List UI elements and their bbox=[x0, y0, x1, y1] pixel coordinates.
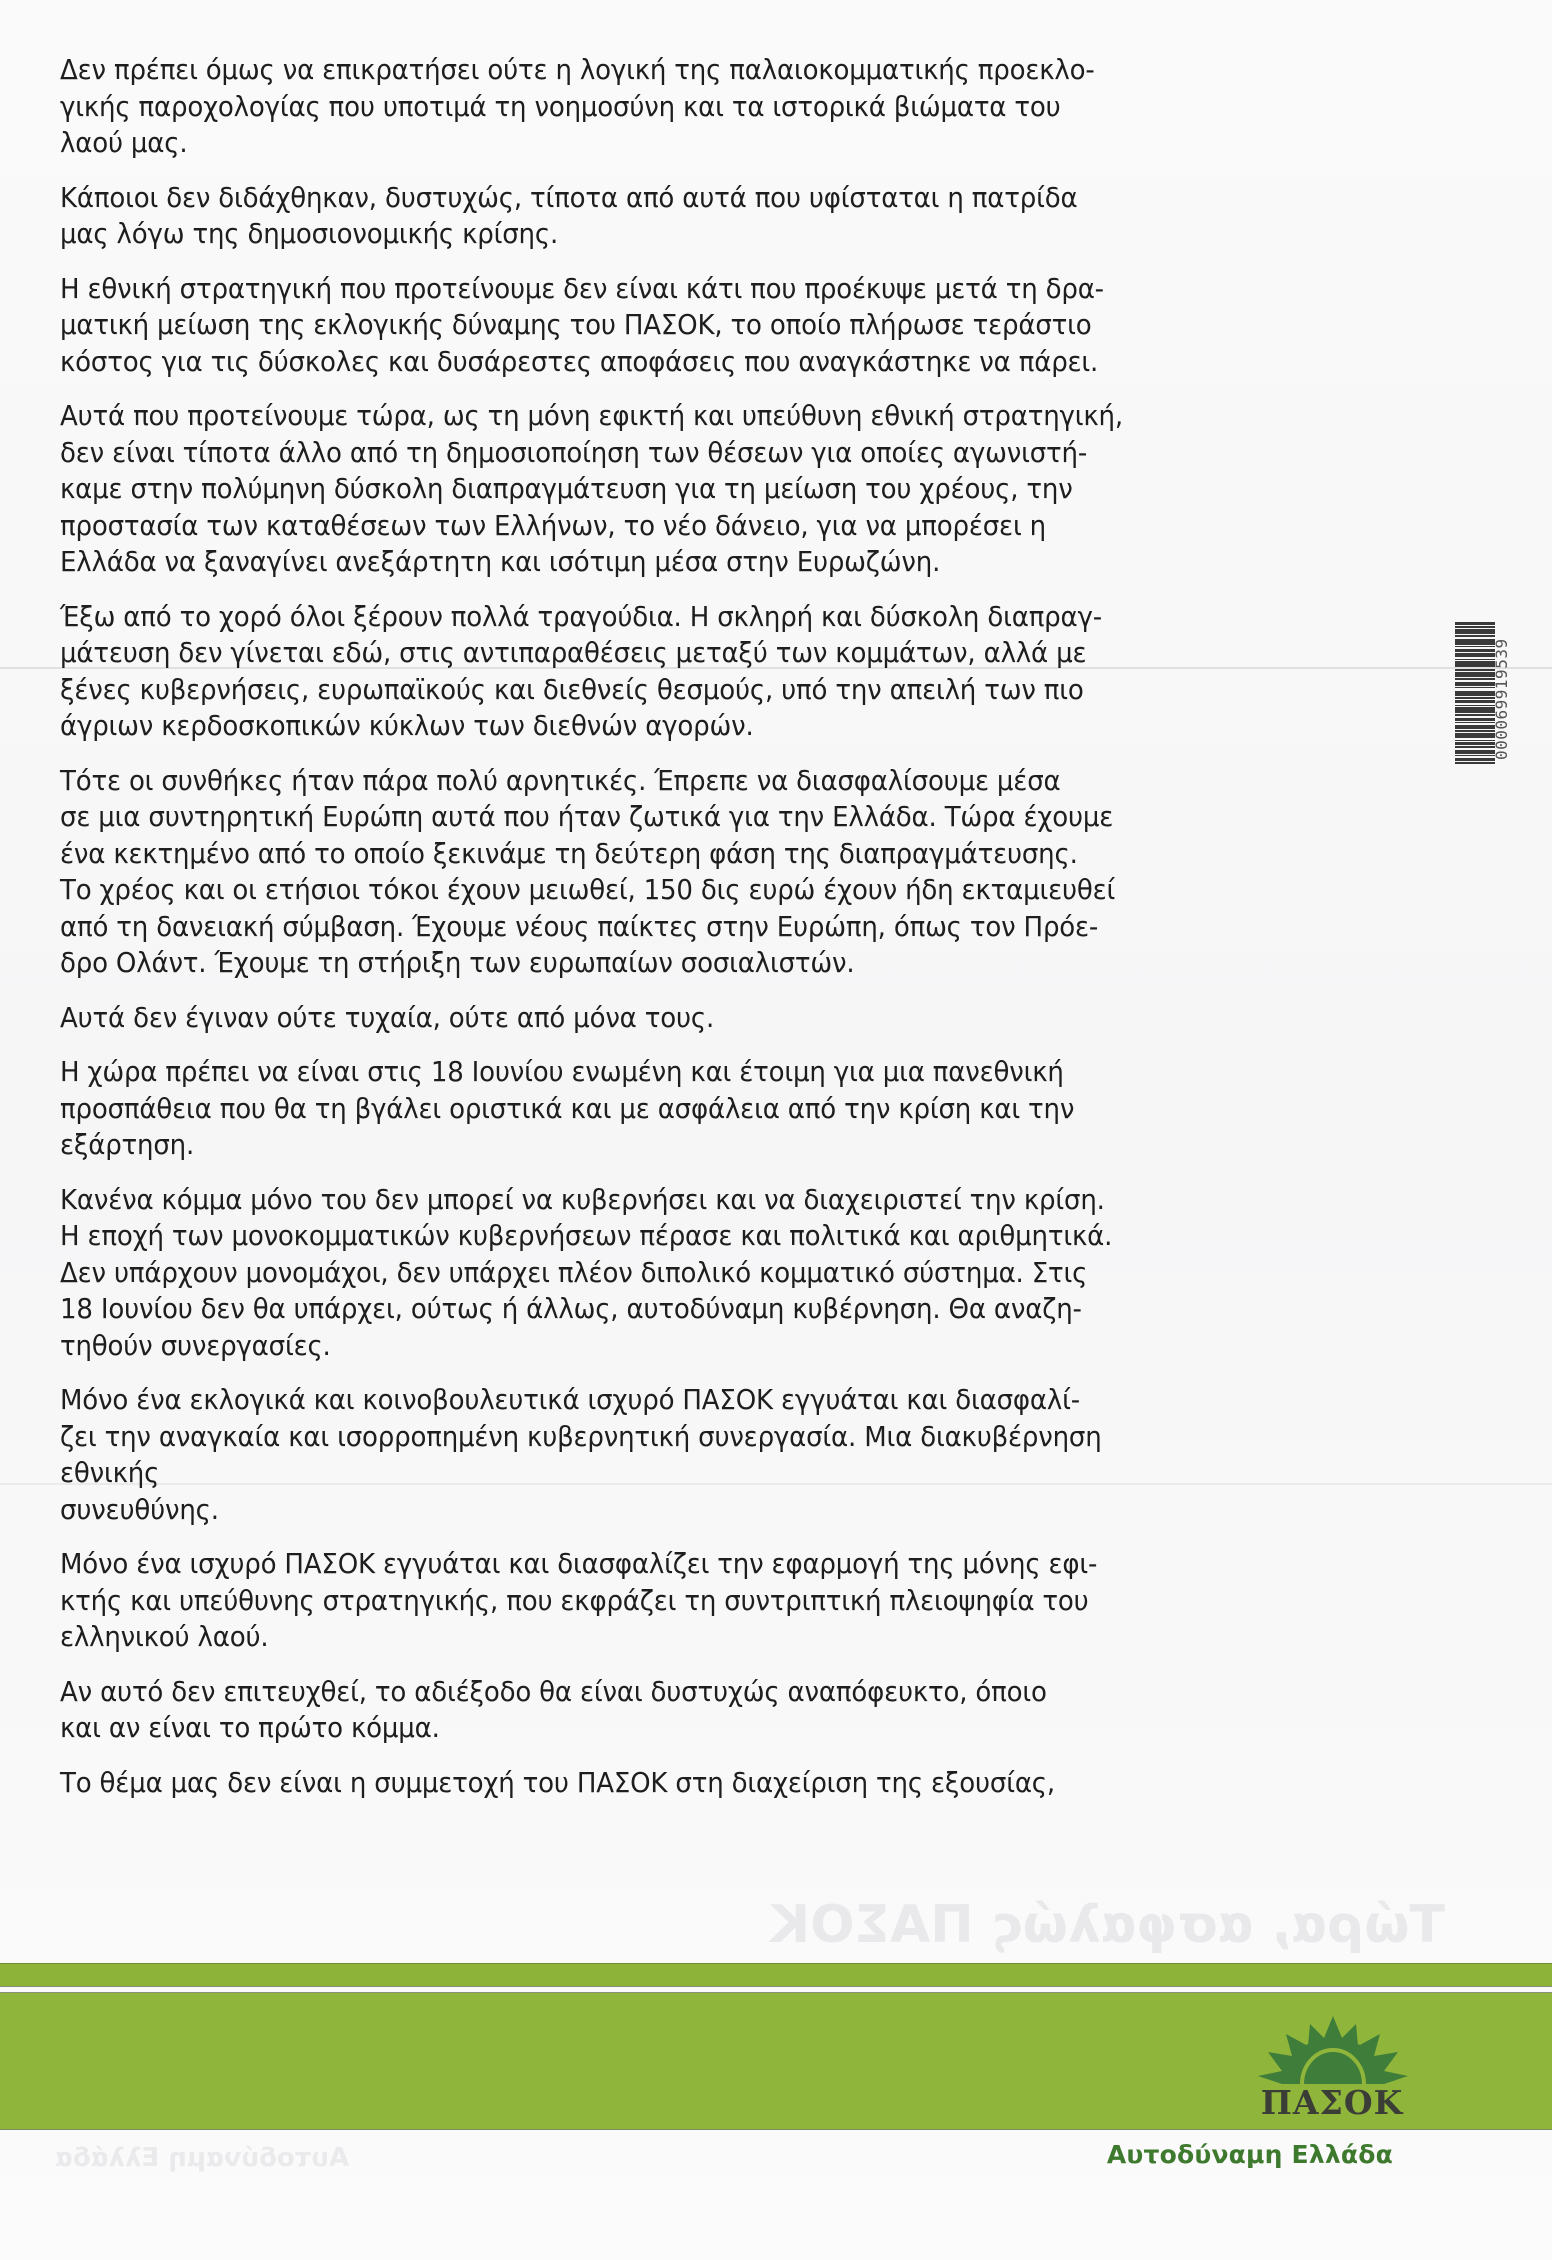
barcode-bar bbox=[1455, 733, 1495, 738]
pasok-wordmark: ΠΑΣΟΚ bbox=[1260, 2083, 1404, 2122]
paragraph bbox=[60, 180, 1450, 253]
barcode-bar bbox=[1455, 755, 1495, 756]
barcode-bar bbox=[1455, 678, 1495, 680]
barcode-bar bbox=[1455, 646, 1495, 647]
paragraph bbox=[60, 1182, 1450, 1365]
text-line: από τη δανειακή σύμβαση. Έχουμε νέους παίκτες στην Ευρώπη, όπως τον Πρόε- bbox=[60, 909, 1099, 943]
paragraph bbox=[60, 52, 1450, 162]
barcode-bar bbox=[1455, 750, 1495, 754]
text-line: προσπάθεια που θα τη βγάλει οριστικά και με ασφάλεια από την κρίση και την bbox=[60, 1091, 1075, 1125]
paragraph bbox=[60, 763, 1450, 982]
barcode-bar bbox=[1455, 700, 1495, 703]
text-line: εθνικής bbox=[60, 1456, 160, 1489]
text-line: καμε στην πολύμηνη δύσκολη διαπραγμάτευση για τη μείωση του χρέους, την bbox=[60, 472, 1073, 505]
text-line: κόστος για τις δύσκολες και δυσάρεστες αποφάσεις που αναγκάστηκε να πάρει. bbox=[60, 344, 1099, 378]
text-line: Μόνο ένα ισχυρό ΠΑΣΟΚ εγγυάται και διασφαλίζει την εφαρμογή της μόνης εφι- bbox=[60, 1547, 1098, 1580]
paragraph bbox=[60, 271, 1450, 381]
text-line: μάτευση δεν γίνεται εδώ, στις αντιπαραθέσεις μεταξύ των κομμάτων, αλλά με bbox=[60, 636, 1087, 669]
text-line: 18 Ιουνίου δεν θα υπάρχει, ούτως ή άλλως, αυτοδύναμη κυβέρνηση. Θα αναζη- bbox=[60, 1292, 1082, 1325]
barcode-bar bbox=[1455, 629, 1495, 634]
text-line: συνευθύνης. bbox=[60, 1492, 219, 1526]
text-line: άγριων κερδοσκοπικών κύκλων των διεθνών αγορών. bbox=[60, 709, 754, 742]
barcode-bar bbox=[1455, 691, 1495, 696]
text-line: ξένες κυβερνήσεις, ευρωπαϊκούς και διεθνείς θεσμούς, υπό την απειλή των πιο bbox=[60, 672, 1084, 706]
barcode-bar bbox=[1455, 635, 1495, 637]
barcode-bar bbox=[1455, 746, 1495, 748]
text-line: Αυτά που προτείνουμε τώρα, ως τη μόνη εφικτή και υπεύθυνη εθνική στρατηγική, bbox=[60, 399, 1123, 432]
barcode-bar bbox=[1455, 758, 1495, 761]
text-line: ματική μείωση της εκλογικής δύναμης του ΠΑΣΟΚ, το οποίο πλήρωσε τεράστιο bbox=[60, 308, 1092, 341]
text-line: λαού μας. bbox=[60, 126, 188, 159]
text-line: και αν είναι το πρώτο κόμμα. bbox=[60, 1711, 440, 1744]
text-line: Τότε οι συνθήκες ήταν πάρα πολύ αρνητικές. Έπρεπε να διασφαλίσουμε μέσα bbox=[60, 763, 1061, 797]
paragraph bbox=[60, 1382, 1450, 1528]
barcode-bar bbox=[1455, 730, 1495, 732]
barcode-bar bbox=[1455, 718, 1495, 721]
text-line: Αυτά δεν έγιναν ούτε τυχαία, ούτε από μόνα τους. bbox=[60, 1000, 715, 1034]
text-line: Ελλάδα να ξαναγίνει ανεξάρτητη και ισότιμη μέσα στην Ευρωζώνη. bbox=[60, 545, 941, 578]
tagline: Αυτοδύναμη Ελλάδα bbox=[1106, 2140, 1393, 2169]
text-line: Η εθνική στρατηγική που προτείνουμε δεν είναι κάτι που προέκυψε μετά τη δρα- bbox=[60, 271, 1104, 305]
barcode-bar bbox=[1455, 639, 1495, 645]
barcode-bar bbox=[1455, 669, 1495, 671]
barcode-bar bbox=[1455, 742, 1495, 745]
barcode-bar bbox=[1455, 725, 1495, 729]
barcode-bar bbox=[1455, 682, 1495, 686]
text-line: ζει την αναγκαία και ισορροπημένη κυβερνητική συνεργασία. Μια διακυβέρνηση bbox=[60, 1419, 1102, 1453]
paragraph bbox=[60, 1000, 1450, 1037]
barcode-bar bbox=[1455, 705, 1495, 706]
text-line: γικής παροχολογίας που υποτιμά τη νοημοσύνη και τα ιστορικά βιώματα του bbox=[60, 89, 1061, 123]
barcode-bar bbox=[1455, 622, 1495, 625]
text-line: προστασία των καταθέσεων των Ελλήνων, το νέο δάνειο, για να μπορέσει η bbox=[60, 508, 1046, 542]
barcode-bar bbox=[1455, 714, 1495, 716]
paragraph bbox=[60, 1674, 1450, 1747]
barcode-bar bbox=[1455, 697, 1495, 699]
text-line: Το θέμα μας δεν είναι η συμμετοχή του ΠΑΣΟΚ στη διαχείριση της εξουσίας, bbox=[60, 1765, 1055, 1799]
barcode-bar bbox=[1455, 672, 1495, 677]
barcode-bar bbox=[1455, 707, 1495, 713]
text-line: Δεν υπάρχουν μονομάχοι, δεν υπάρχει πλέον διπολικό κομματικό σύστημα. Στις bbox=[60, 1255, 1088, 1289]
barcode-bar bbox=[1455, 649, 1495, 652]
text-line: Μόνο ένα εκλογικά και κοινοβουλευτικά ισχυρό ΠΑΣΟΚ εγγυάται και διασφαλί- bbox=[60, 1383, 1080, 1416]
barcode-bar bbox=[1455, 762, 1495, 764]
text-line: δεν είναι τίποτα άλλο από τη δημοσιοποίηση των θέσεων για οποίες αγωνιστή- bbox=[60, 435, 1088, 469]
text-line: μας λόγω της δημοσιονομικής κρίσης. bbox=[60, 217, 559, 250]
barcode-bar bbox=[1455, 659, 1495, 660]
text-line: Το χρέος και οι ετήσιοι τόκοι έχουν μειωθεί, 150 δις ευρώ έχουν ήδη εκταμιευθεί bbox=[60, 873, 1116, 906]
bleed-through-headline: Τώρα, ασφαλώς ΠΑΣΟΚ bbox=[770, 1895, 1445, 1955]
barcode-bar bbox=[1455, 626, 1495, 628]
text-line: Η χώρα πρέπει να είναι στις 18 Ιουνίου ενωμένη και έτοιμη για μια πανεθνική bbox=[60, 1055, 1064, 1088]
barcode-number: 000069919539 bbox=[1492, 638, 1511, 760]
text-line: Δεν πρέπει όμως να επικρατήσει ούτε η λογική της παλαιοκομματικής προεκλο- bbox=[60, 53, 1095, 86]
barcode-bar bbox=[1455, 653, 1495, 657]
text-line: ελληνικού λαού. bbox=[60, 1620, 269, 1653]
letter-body bbox=[60, 52, 1450, 1819]
text-line: ένα κεκτημένο από το οποίο ξεκινάμε τη δεύτερη φάση της διαπραγμάτευσης. bbox=[60, 836, 1078, 870]
paragraph bbox=[60, 1765, 1450, 1802]
barcode-bar bbox=[1455, 722, 1495, 723]
text-line: τηθούν συνεργασίες. bbox=[60, 1328, 331, 1362]
barcode-bar bbox=[1455, 740, 1495, 741]
paragraph bbox=[60, 1546, 1450, 1656]
text-line: Κάποιοι δεν διδάχθηκαν, δυστυχώς, τίποτα από αυτά που υφίσταται η πατρίδα bbox=[60, 180, 1078, 214]
paragraph bbox=[60, 599, 1450, 745]
barcode-bar bbox=[1455, 687, 1495, 688]
text-line: δρο Ολάντ. Έχουμε τη στήριξη των ευρωπαίων σοσιαλιστών. bbox=[60, 946, 855, 979]
text-line: Έξω από το χορό όλοι ξέρουν πολλά τραγούδια. Η σκληρή και δύσκολη διαπραγ- bbox=[60, 599, 1102, 633]
text-line: σε μια συντηρητική Ευρώπη αυτά που ήταν ζωτικά για την Ελλάδα. Τώρα έχουμε bbox=[60, 800, 1114, 833]
text-line: κτής και υπεύθυνης στρατηγικής, που εκφράζει τη συντριπτική πλειοψηφία του bbox=[60, 1583, 1089, 1617]
text-line: Η εποχή των μονοκομματικών κυβερνήσεων πέρασε και πολιτικά και αριθμητικά. bbox=[60, 1219, 1113, 1252]
text-line: Κανένα κόμμα μόνο του δεν μπορεί να κυβερνήσει και να διαχειριστεί την κρίση. bbox=[60, 1182, 1105, 1216]
text-line: εξάρτηση. bbox=[60, 1128, 195, 1161]
bleed-through-tagline: Αυτοδύναμη Ελλάδα bbox=[55, 2143, 350, 2173]
text-line: Αν αυτό δεν επιτευχθεί, το αδιέξοδο θα είναι δυστυχώς αναπόφευκτο, όποιο bbox=[60, 1674, 1047, 1708]
paragraph bbox=[60, 398, 1450, 581]
green-band-thin bbox=[0, 1963, 1552, 1987]
paragraph bbox=[60, 1054, 1450, 1164]
barcode-bar bbox=[1455, 661, 1495, 667]
